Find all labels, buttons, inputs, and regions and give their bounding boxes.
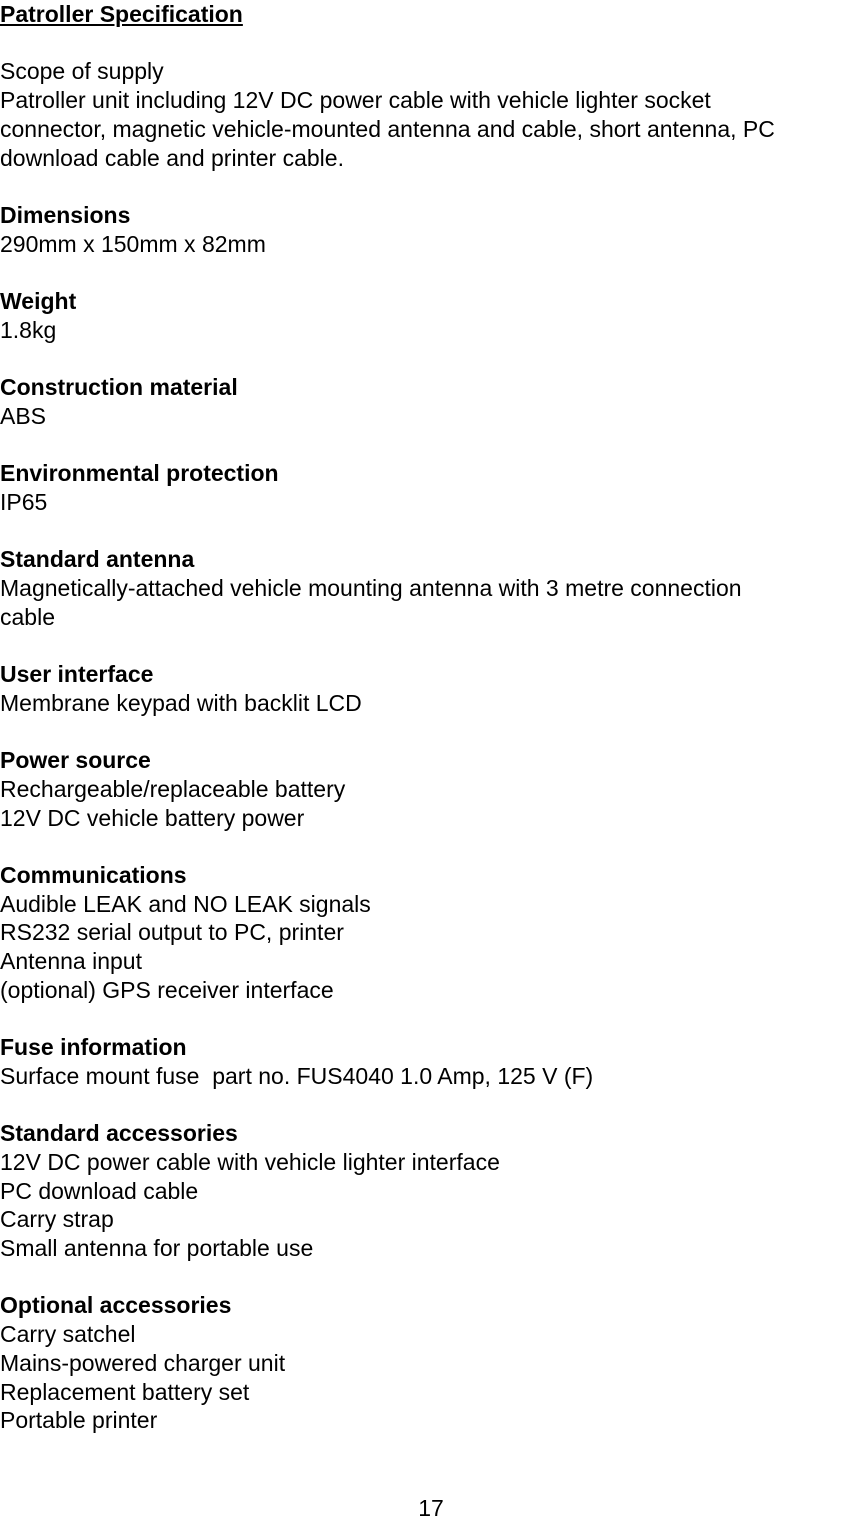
section-line: Replacement battery set	[0, 1378, 250, 1405]
spacer	[0, 172, 842, 201]
section-line: Small antenna for portable use	[0, 1235, 314, 1262]
section-line: PC download cable	[0, 1177, 199, 1204]
section-line: ABS	[0, 402, 47, 429]
spacer	[0, 258, 842, 287]
section-heading: User interface	[0, 661, 154, 688]
section-heading: Fuse information	[0, 1034, 187, 1061]
spacer	[0, 1091, 842, 1120]
section-power-source	[0, 746, 842, 832]
section-weight	[0, 287, 842, 344]
section-line: Portable printer	[0, 1407, 158, 1434]
section-heading: Dimensions	[0, 201, 131, 228]
section-line: cable	[0, 603, 55, 630]
scope-section	[0, 57, 842, 172]
section-standard-antenna	[0, 545, 842, 631]
spacer	[0, 832, 842, 861]
section-line: Audible LEAK and NO LEAK signals	[0, 890, 371, 917]
section-heading: Optional accessories	[0, 1292, 232, 1319]
section-line: 12V DC vehicle battery power	[0, 804, 305, 831]
spacer	[0, 631, 842, 660]
scope-line: Patroller unit including 12V DC power cable with vehicle lighter socket	[0, 87, 711, 114]
section-dimensions	[0, 201, 842, 258]
section-heading: Construction material	[0, 374, 238, 401]
section-line: RS232 serial output to PC, printer	[0, 919, 344, 946]
section-line: Mains-powered charger unit	[0, 1349, 286, 1376]
section-line: Carry satchel	[0, 1321, 136, 1348]
scope-heading: Scope of supply	[0, 58, 164, 85]
spacer	[0, 430, 842, 459]
section-fuse-information	[0, 1033, 842, 1090]
section-line: 12V DC power cable with vehicle lighter interface	[0, 1148, 500, 1175]
section-heading: Weight	[0, 287, 77, 314]
section-optional-accessories	[0, 1291, 842, 1435]
section-line: Antenna input	[0, 948, 142, 975]
section-line: Membrane keypad with backlit LCD	[0, 689, 362, 716]
scope-line: connector, magnetic vehicle-mounted antenna and cable, short antenna, PC	[0, 115, 775, 142]
section-line: Rechargeable/replaceable battery	[0, 775, 346, 802]
spacer	[0, 1004, 842, 1033]
section-line: 290mm x 150mm x 82mm	[0, 230, 266, 257]
section-line: 1.8kg	[0, 316, 57, 343]
section-environmental-protection	[0, 459, 842, 516]
section-construction-material	[0, 373, 842, 430]
section-line: Carry strap	[0, 1206, 114, 1233]
page-title: Patroller Specification	[0, 1, 243, 27]
section-user-interface	[0, 660, 842, 717]
section-line: Magnetically-attached vehicle mounting antenna with 3 metre connection	[0, 574, 742, 601]
section-heading: Communications	[0, 861, 187, 888]
section-line: (optional) GPS receiver interface	[0, 976, 334, 1003]
section-communications	[0, 861, 842, 1005]
section-heading: Standard antenna	[0, 546, 195, 573]
section-line: Surface mount fuse part no. FUS4040 1.0 Amp, 125 V (F)	[0, 1062, 594, 1089]
spacer	[0, 1263, 842, 1292]
scope-line: download cable and printer cable.	[0, 144, 344, 171]
section-line: IP65	[0, 488, 48, 515]
section-standard-accessories	[0, 1119, 842, 1263]
section-heading: Standard accessories	[0, 1120, 238, 1147]
section-heading: Environmental protection	[0, 460, 279, 487]
spacer	[0, 29, 842, 58]
spacer	[0, 517, 842, 546]
page-number: 17	[418, 1495, 444, 1521]
section-heading: Power source	[0, 747, 151, 774]
spacer	[0, 344, 842, 373]
spacer	[0, 717, 842, 746]
